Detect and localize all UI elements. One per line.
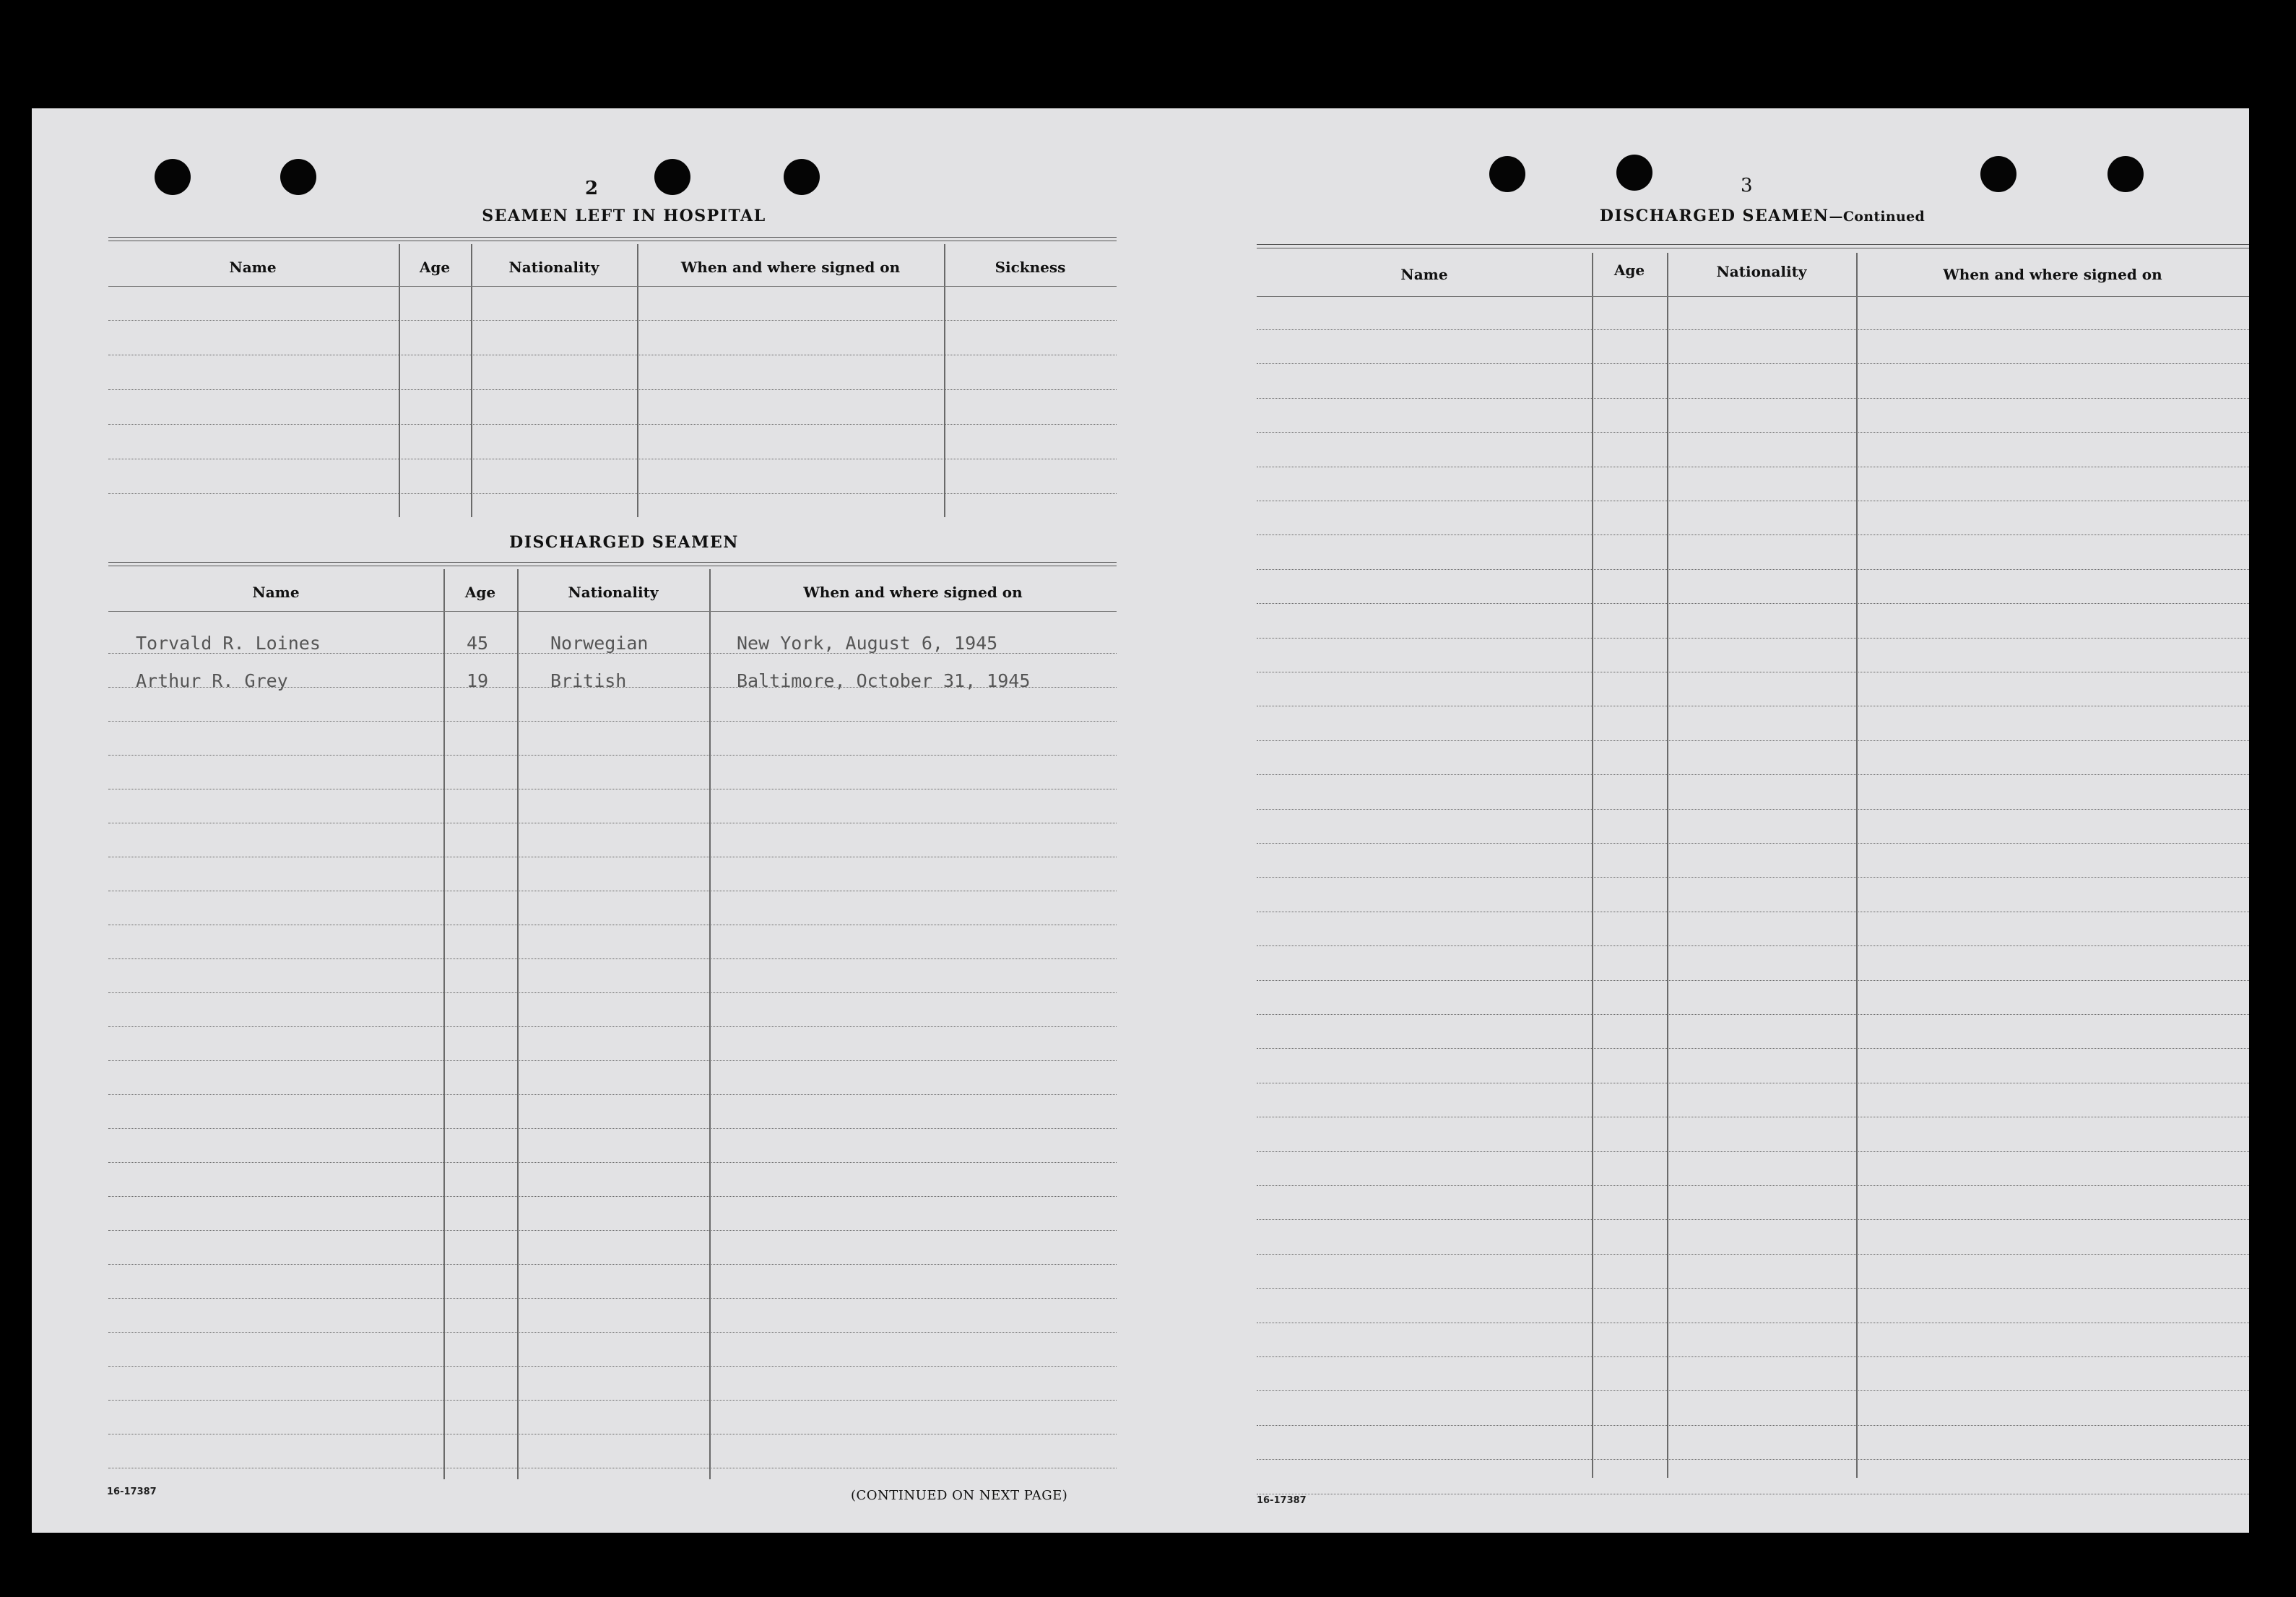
column-header-signed-on: When and where signed on [680, 259, 901, 276]
column-header-signed-on: When and where signed on [1943, 266, 2162, 283]
seaman-signed-on: New York, August 6, 1945 [737, 633, 998, 654]
row-rule [108, 1128, 1117, 1129]
column-header-name: Name [229, 259, 277, 276]
row-rule [1257, 363, 2249, 364]
section-rule [108, 562, 1117, 566]
row-rule [1257, 1048, 2249, 1049]
column-divider [709, 569, 711, 1479]
discharged-continued-table [1257, 253, 2249, 1478]
right-page [1137, 108, 2249, 1533]
row-rule [1257, 1390, 2249, 1391]
column-divider [517, 569, 519, 1479]
row-rule [1257, 877, 2249, 878]
row-rule [1257, 945, 2249, 946]
row-rule [1257, 1356, 2249, 1357]
column-header-nationality: Nationality [568, 584, 659, 601]
row-rule [108, 1196, 1117, 1197]
row-rule [1257, 1254, 2249, 1255]
row-rule [108, 1264, 1117, 1265]
seaman-name: Arthur R. Grey [136, 670, 288, 691]
row-rule [1257, 774, 2249, 775]
section-rule [108, 237, 1117, 241]
hospital-section-title: SEAMEN LEFT IN HOSPITAL [482, 207, 766, 225]
row-rule [108, 1094, 1117, 1095]
form-number: 16-17387 [107, 1486, 157, 1497]
row-rule [108, 653, 1117, 654]
row-rule [108, 1298, 1117, 1299]
column-divider [399, 244, 400, 517]
discharged-table [108, 569, 1117, 1479]
seaman-age: 19 [467, 670, 489, 691]
column-divider [1592, 253, 1593, 1478]
row-rule [108, 389, 1117, 390]
page-number: 3 [1741, 175, 1753, 196]
row-rule [108, 1332, 1117, 1333]
column-divider [443, 569, 445, 1479]
row-rule [1257, 1185, 2249, 1186]
row-rule [108, 1230, 1117, 1231]
section-title-suffix: —Continued [1829, 209, 1925, 225]
section-rule [1257, 244, 2249, 248]
column-divider [637, 244, 638, 517]
header-rule [108, 611, 1117, 612]
seaman-nationality: British [550, 670, 627, 691]
row-rule [108, 755, 1117, 756]
header-rule [108, 286, 1117, 287]
row-rule [1257, 809, 2249, 810]
row-rule [108, 958, 1117, 959]
row-rule [1257, 980, 2249, 981]
row-rule [1257, 398, 2249, 399]
column-header-sickness: Sickness [995, 259, 1066, 276]
continued-note: (CONTINUED ON NEXT PAGE) [851, 1488, 1068, 1503]
row-rule [1257, 1151, 2249, 1152]
section-title-text: DISCHARGED SEAMEN [1599, 207, 1829, 225]
row-rule [1257, 1014, 2249, 1015]
row-rule [108, 1060, 1117, 1061]
row-rule [1257, 603, 2249, 604]
row-rule [1257, 740, 2249, 741]
row-rule [1257, 569, 2249, 570]
column-header-name: Name [1400, 266, 1448, 283]
column-divider [944, 244, 945, 517]
row-rule [1257, 1288, 2249, 1289]
row-rule [1257, 1459, 2249, 1460]
row-rule [1257, 432, 2249, 433]
row-rule [1257, 843, 2249, 844]
seaman-age: 45 [467, 633, 489, 654]
row-rule [108, 424, 1117, 425]
left-page [32, 108, 1137, 1533]
seaman-nationality: Norwegian [550, 633, 649, 654]
seaman-name: Torvald R. Loines [136, 633, 321, 654]
column-header-age: Age [464, 584, 496, 601]
document-sheet [32, 108, 2249, 1533]
row-rule [108, 1162, 1117, 1163]
row-rule [108, 1026, 1117, 1027]
column-divider [471, 244, 472, 517]
row-rule [108, 687, 1117, 688]
column-header-signed-on: When and where signed on [803, 584, 1023, 601]
discharged-section-title: DISCHARGED SEAMEN [509, 533, 739, 552]
row-rule [108, 1400, 1117, 1401]
row-rule [108, 992, 1117, 993]
page-number: 2 [585, 178, 599, 199]
row-rule [1257, 1219, 2249, 1220]
column-header-nationality: Nationality [508, 259, 599, 276]
row-rule [108, 320, 1117, 321]
column-divider [1856, 253, 1858, 1478]
column-header-name: Name [252, 584, 300, 601]
row-rule [108, 1366, 1117, 1367]
column-header-age: Age [1613, 261, 1645, 279]
continued-section-title [1546, 207, 1979, 225]
row-rule [1257, 1425, 2249, 1426]
row-rule [108, 721, 1117, 722]
row-rule [1257, 329, 2249, 330]
seaman-signed-on: Baltimore, October 31, 1945 [737, 670, 1031, 691]
row-rule [1257, 638, 2249, 639]
form-number: 16-17387 [1257, 1495, 1307, 1506]
column-header-age: Age [419, 259, 451, 276]
column-divider [1667, 253, 1668, 1478]
column-header-nationality: Nationality [1716, 263, 1807, 280]
header-rule [1257, 296, 2249, 297]
row-rule [108, 493, 1117, 494]
